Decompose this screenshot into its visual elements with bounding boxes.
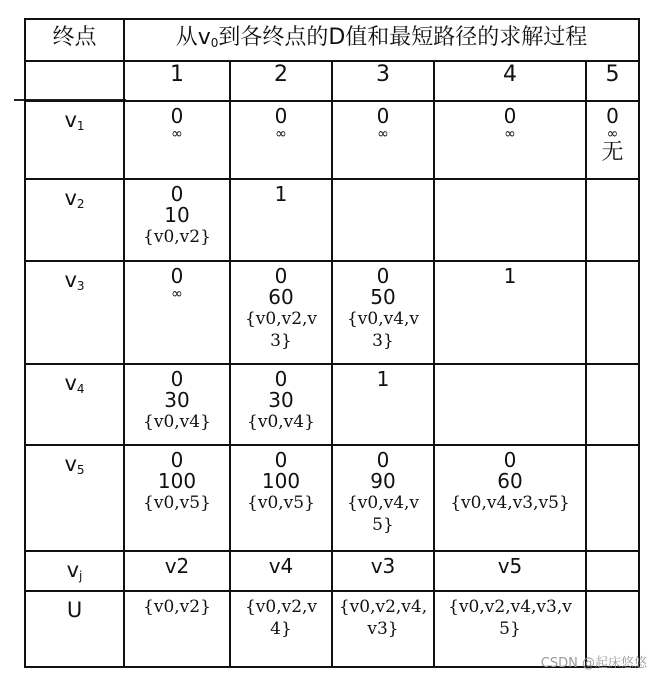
- cell-v5-2: 0 100 {v0,v5}: [230, 445, 332, 551]
- cell-v4-5: [586, 364, 639, 445]
- cell-v5-1: 0 100 {v0,v5}: [124, 445, 230, 551]
- row-label-vj: $v_j$: [25, 551, 124, 591]
- cell-v2-3: [332, 179, 434, 261]
- col-header-4: 4: [434, 61, 586, 101]
- header-corner: 终点: [25, 19, 124, 61]
- cell-vj-4: v5: [434, 551, 586, 591]
- cell-v3-3: 0 50 {v0,v4,v3}: [332, 261, 434, 364]
- cell-v3-4: 1: [434, 261, 586, 364]
- cell-v2-1: 0 10 {v0,v2}: [124, 179, 230, 261]
- cell-v4-1: 0 30 {v0,v4}: [124, 364, 230, 445]
- cell-v5-4: 0 60 {v0,v4,v3,v5}: [434, 445, 586, 551]
- row-label-v5: $v_5$: [25, 445, 124, 551]
- table-row: [25, 364, 639, 445]
- cell-vj-5: [586, 551, 639, 591]
- cell-vj-1: v2: [124, 551, 230, 591]
- cell-v1-5: 0 ∞ 无: [586, 101, 639, 179]
- col-header-5: 5: [586, 61, 639, 101]
- cell-vj-2: v4: [230, 551, 332, 591]
- watermark: CSDN @起床悠悠: [540, 656, 647, 671]
- table-row: [25, 551, 639, 591]
- cell-v5-5: [586, 445, 639, 551]
- table-row: [25, 179, 639, 261]
- table-row: [25, 445, 639, 551]
- row-label-v3: $v_3$: [25, 261, 124, 364]
- table-row: [25, 101, 639, 179]
- row-label-v2: $v_2$: [25, 179, 124, 261]
- row-label-u: U: [25, 591, 124, 667]
- col-header-1: 1: [124, 61, 230, 101]
- dijkstra-table: [24, 18, 640, 668]
- cell-v1-4: 0 ∞: [434, 101, 586, 179]
- cell-v3-2: 0 60 {v0,v2,v3}: [230, 261, 332, 364]
- cell-v2-4: [434, 179, 586, 261]
- cell-v3-5: [586, 261, 639, 364]
- table-row: [25, 261, 639, 364]
- cell-v4-3: 1: [332, 364, 434, 445]
- cell-v3-1: 0 ∞: [124, 261, 230, 364]
- cell-v4-4: [434, 364, 586, 445]
- row-label-v4: $v_4$: [25, 364, 124, 445]
- cell-u-1: {v0,v2}: [124, 591, 230, 667]
- header-empty: [25, 61, 124, 101]
- cell-v4-2: 0 30 {v0,v4}: [230, 364, 332, 445]
- cell-v5-3: 0 90 {v0,v4,v5}: [332, 445, 434, 551]
- cell-v1-2: 0 ∞: [230, 101, 332, 179]
- cell-v2-2: 1: [230, 179, 332, 261]
- cell-vj-3: v3: [332, 551, 434, 591]
- cell-v2-5: [586, 179, 639, 261]
- cell-v1-3: 0 ∞: [332, 101, 434, 179]
- cell-u-2: {v0,v2,v4}: [230, 591, 332, 667]
- cell-u-4: {v0,v2,v4,v3,v5}: [434, 591, 586, 667]
- row-label-v1: $v_1$: [25, 101, 124, 179]
- table-title: 从$v_0$到各终点的D值和最短路径的求解过程: [124, 19, 639, 61]
- col-header-2: 2: [230, 61, 332, 101]
- cell-v1-1: 0 ∞: [124, 101, 230, 179]
- col-header-3: 3: [332, 61, 434, 101]
- cell-u-3: {v0,v2,v4,v3}: [332, 591, 434, 667]
